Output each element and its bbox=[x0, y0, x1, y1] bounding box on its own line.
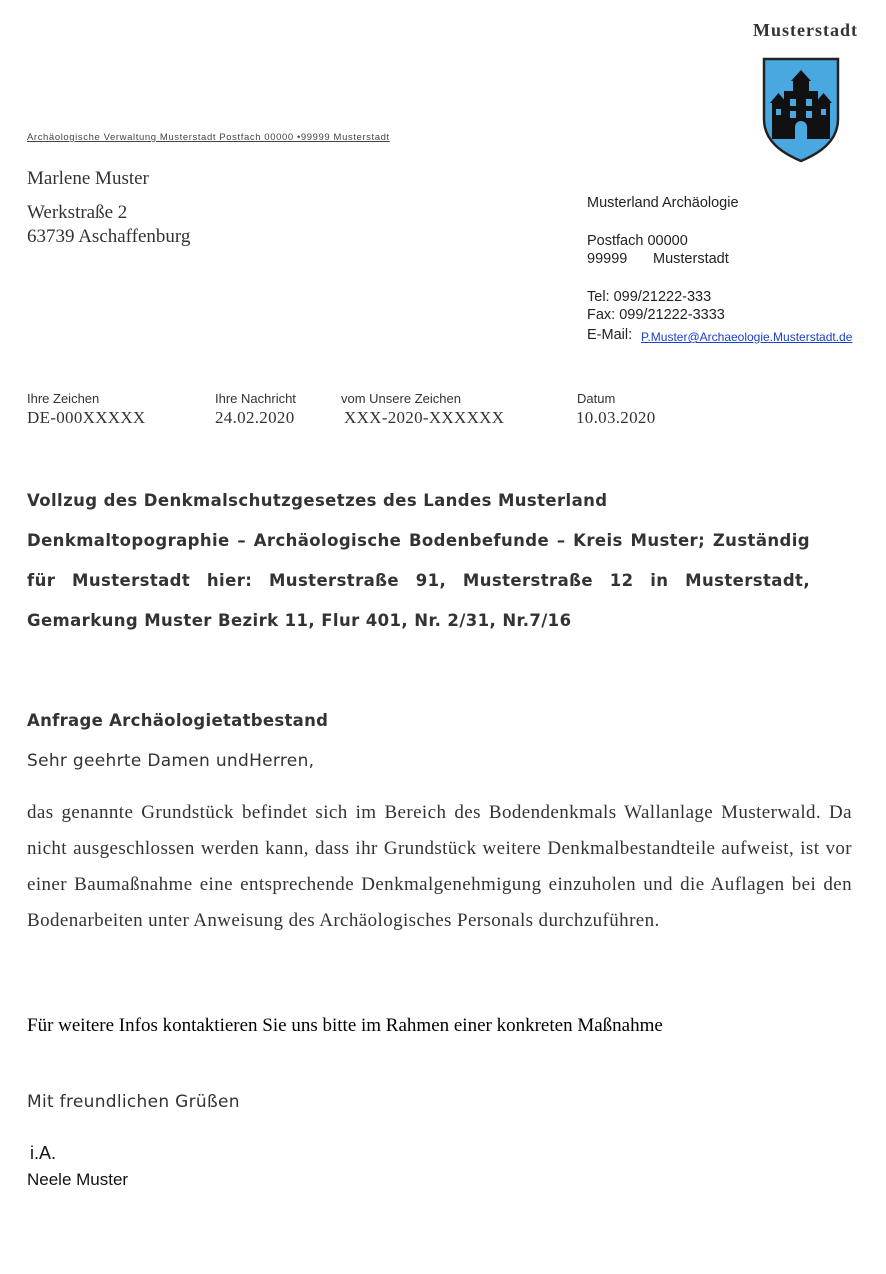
your-message-label: Ihre Nachricht bbox=[215, 391, 296, 406]
recipient-street: Werkstraße 2 bbox=[27, 202, 128, 223]
sender-org: Musterland Archäologie bbox=[587, 195, 739, 211]
request-heading: Anfrage Archäologietatbestand bbox=[27, 711, 329, 730]
our-ref-value: XXX-2020-XXXXXX bbox=[344, 408, 505, 427]
body-paragraph: das genannte Grundstück befindet sich im Bereich des Bodendenkmals Wallanlage Musterwald. Da nicht ausgeschlossen werden kann, dass ihr Grundstück weitere Denkmalbestandteile aufweist, ist vor einer Baumaßnahme eine entsprechende Denkmalgenehmigung einzuholen und die Auflagen bei den Bodenarbeiten unter Anweisung des Archäologisches Personals durchzuführen. bbox=[27, 802, 852, 931]
ia-abbreviation: i.A. bbox=[30, 1143, 57, 1163]
subject-block bbox=[27, 481, 810, 641]
sender-email-link[interactable]: P.Muster@Archaeologie.Musterstadt.de bbox=[641, 330, 853, 344]
closing-greeting: Mit freundlichen Grüßen bbox=[27, 1092, 240, 1112]
our-ref-label: vom Unsere Zeichen bbox=[341, 391, 461, 406]
sender-email-label: E-Mail: bbox=[587, 327, 633, 343]
your-ref-label: Ihre Zeichen bbox=[27, 391, 100, 406]
date-label: Datum bbox=[577, 391, 616, 406]
sender-city: Musterstadt bbox=[653, 251, 729, 267]
recipient-name: Marlene Muster bbox=[27, 168, 149, 189]
sender-po-box: Postfach 00000 bbox=[587, 233, 688, 249]
sender-tel: Tel: 099/21222-333 bbox=[587, 289, 712, 305]
sender-postal-code: 99999 bbox=[587, 251, 628, 267]
return-address-line: Archäologische Verwaltung Musterstadt Postfach 00000 •99999 Musterstadt bbox=[27, 132, 390, 143]
town-name: Musterstadt bbox=[753, 20, 858, 40]
recipient-city: 63739 Aschaffenburg bbox=[27, 226, 191, 247]
coat-of-arms-icon bbox=[762, 57, 840, 163]
your-ref-value: DE-000XXXXX bbox=[27, 408, 146, 427]
salutation: Sehr geehrte Damen undHerren, bbox=[27, 751, 315, 771]
date-value: 10.03.2020 bbox=[576, 408, 656, 427]
sender-fax: Fax: 099/21222-3333 bbox=[587, 307, 725, 323]
signer-name: Neele Muster bbox=[27, 1170, 129, 1189]
subject-line-2: Denkmaltopographie – Archäologische Bodenbefunde – Kreis Muster; Zuständig für Musterstadt hier: Musterstraße 91, Musterstraße 12 in Musterstadt, Gemarkung Muster Bezirk 11, Flur 401, Nr. 2/31, Nr.7/16 bbox=[27, 531, 810, 630]
subject-line-1: Vollzug des Denkmalschutzgesetzes des Landes Musterland bbox=[27, 491, 608, 510]
your-message-value: 24.02.2020 bbox=[215, 408, 295, 427]
further-info-line: Für weitere Infos kontaktieren Sie uns bitte im Rahmen einer konkreten Maßnahme bbox=[27, 1015, 663, 1036]
